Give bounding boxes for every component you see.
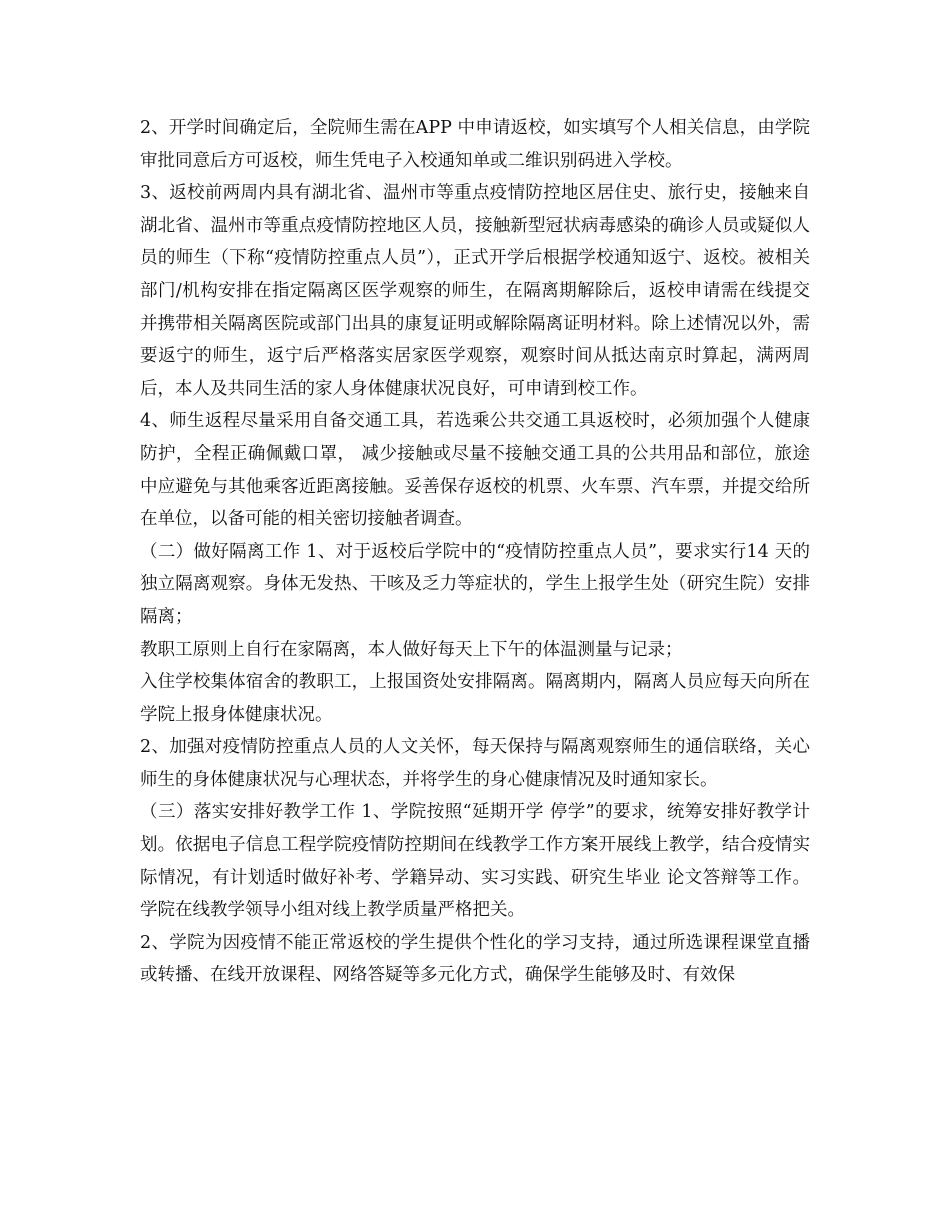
document-body: [140, 112, 810, 992]
paragraph-dormitory-isolation: 入住学校集体宿舍的教职工，上报国资处安排隔离。隔离期内，隔离人员应每天向所在学院上报身体健康状况。: [140, 672, 810, 725]
paragraph-staff-home-isolation: 教职工原则上自行在家隔离，本人做好每天上下午的体温测量与记录；: [140, 639, 683, 660]
paragraph-isolation-work: （二）做好隔离工作 1、对于返校后学院中的“疫情防控重点人员”，要求实行14 天的独立隔离观察。身体无发热、干咳及乏力等症状的，学生上报学生处（研究生院）安排隔离；: [140, 541, 810, 627]
paragraph-key-personnel: 3、返校前两周内具有湖北省、温州市等重点疫情防控地区居住史、旅行史，接触来自湖北省、温州市等重点疫情防控地区人员，接触新型冠状病毒感染的确诊人员或疑似人员的师生（下称“疫情防控重点人员”），正式开学后根据学校通知返宁、返校。被相关部门/机构安排在指定隔离区医学观察的师生，在隔离期解除后，返校申请需在线提交并携带相关隔离医院或部门出具的康复证明或解除隔离证明材料。除上述情况以外，需要返宁的师生，返宁后严格落实居家医学观察，观察时间从抵达南京时算起，满两周后，本人及共同生活的家人身体健康状况良好，可申请到校工作。: [140, 183, 810, 399]
paragraph-learning-support: 2、学院为因疫情不能正常返校的学生提供个性化的学习支持，通过所选课程课堂直播或转播、在线开放课程、网络答疑等多元化方式，确保学生能够及时、有效保: [140, 932, 810, 986]
paragraph-travel-protection: 4、师生返程尽量采用自备交通工具，若选乘公共交通工具返校时，必须加强个人健康防护，全程正确佩戴口罩， 减少接触或尽量不接触交通工具的公共用品和部位，旅途中应避免与其他乘客近距离接触。妥善保存返校的机票、火车票、汽车票，并提交给所在单位，以备可能的相关密切接触者调查。: [140, 411, 810, 530]
paragraph-teaching-work: （三）落实安排好教学工作 1、学院按照“延期开学 停学”的要求，统筹安排好教学计划。依据电子信息工程学院疫情防控期间在线教学工作方案开展线上教学，结合疫情实际情况，有计划适时做好补考、学籍异动、实习实践、研究生毕业 论文答辩等工作。学院在线教学领导小组对线上教学质量严格把关。: [140, 802, 810, 921]
paragraph-humanistic-care: 2、加强对疫情防控重点人员的人文关怀，每天保持与隔离观察师生的通信联络，关心师生的身体健康状况与心理状态，并将学生的身心健康情况及时通知家长。: [140, 737, 810, 790]
paragraph-return-application: 2、开学时间确定后，全院师生需在APP 中申请返校，如实填写个人相关信息，由学院审批同意后方可返校，师生凭电子入校通知单或二维识别码进入学校。: [140, 118, 810, 171]
